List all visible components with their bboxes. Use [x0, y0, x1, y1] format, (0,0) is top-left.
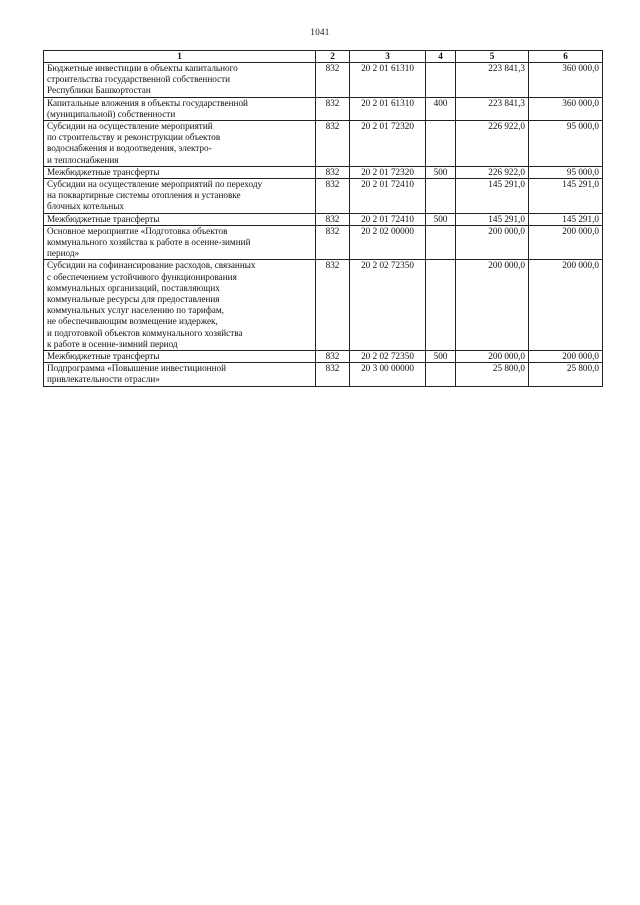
column-header: 1: [44, 51, 316, 63]
table-row: [44, 63, 603, 98]
amount-year2-cell: 95 000,0: [529, 121, 603, 167]
amount-year1-cell: 223 841,3: [456, 63, 529, 98]
column-header: 2: [316, 51, 350, 63]
expense-name-cell: Субсидии на осуществление мероприятий по переходу на поквартирные системы отопления и установке блочных котельных: [44, 179, 316, 214]
amount-year1-cell: 200 000,0: [456, 260, 529, 351]
table-row: [44, 121, 603, 167]
target-article-cell: 20 2 02 72350: [350, 260, 426, 351]
table-row: [44, 166, 603, 178]
expense-name-cell: Межбюджетные трансферты: [44, 351, 316, 363]
department-code-cell: 832: [316, 97, 350, 120]
table-row: [44, 363, 603, 386]
amount-year2-cell: 25 800,0: [529, 363, 603, 386]
expense-type-cell: [426, 225, 456, 260]
column-header: 4: [426, 51, 456, 63]
target-article-cell: 20 2 01 72320: [350, 166, 426, 178]
expense-name-cell: Капитальные вложения в объекты государственной (муниципальной) собственности: [44, 97, 316, 120]
expense-type-cell: [426, 179, 456, 214]
table-row: [44, 213, 603, 225]
amount-year1-cell: 226 922,0: [456, 121, 529, 167]
table-row: [44, 225, 603, 260]
column-header: 6: [529, 51, 603, 63]
amount-year1-cell: 200 000,0: [456, 225, 529, 260]
amount-year1-cell: 145 291,0: [456, 213, 529, 225]
expense-name-cell: Субсидии на осуществление мероприятий по строительству и реконструкции объектов водоснабжения и водоотведения, электро- и теплоснабжения: [44, 121, 316, 167]
target-article-cell: 20 2 02 00000: [350, 225, 426, 260]
target-article-cell: 20 3 00 00000: [350, 363, 426, 386]
target-article-cell: 20 2 01 61310: [350, 63, 426, 98]
amount-year2-cell: 145 291,0: [529, 213, 603, 225]
amount-year2-cell: 360 000,0: [529, 63, 603, 98]
table-row: [44, 97, 603, 120]
department-code-cell: 832: [316, 260, 350, 351]
department-code-cell: 832: [316, 351, 350, 363]
target-article-cell: 20 2 01 72410: [350, 213, 426, 225]
expense-type-cell: 500: [426, 166, 456, 178]
column-header: 3: [350, 51, 426, 63]
department-code-cell: 832: [316, 225, 350, 260]
expense-type-cell: [426, 260, 456, 351]
expense-name-cell: Субсидии на софинансирование расходов, связанных с обеспечением устойчивого функционирования коммунальных организаций, поставляющих коммунальные ресурсы для предоставления коммунальных услуг населению по тарифам, не обеспечивающим возмещение издержек, и подготовкой объектов коммунального хозяйства к работе в осенне-зимний период: [44, 260, 316, 351]
amount-year1-cell: 200 000,0: [456, 351, 529, 363]
expense-type-cell: 400: [426, 97, 456, 120]
expense-name-cell: Основное мероприятие «Подготовка объектов коммунального хозяйства к работе в осенне-зимний период»: [44, 225, 316, 260]
page-number: 1041: [310, 27, 330, 37]
department-code-cell: 832: [316, 63, 350, 98]
expense-name-cell: Бюджетные инвестиции в объекты капитального строительства государственной собственности Республики Башкортостан: [44, 63, 316, 98]
expense-type-cell: [426, 363, 456, 386]
target-article-cell: 20 2 01 72320: [350, 121, 426, 167]
amount-year2-cell: 200 000,0: [529, 225, 603, 260]
expense-name-cell: Межбюджетные трансферты: [44, 166, 316, 178]
target-article-cell: 20 2 02 72350: [350, 351, 426, 363]
target-article-cell: 20 2 01 61310: [350, 97, 426, 120]
column-header: 5: [456, 51, 529, 63]
amount-year1-cell: 145 291,0: [456, 179, 529, 214]
amount-year2-cell: 95 000,0: [529, 166, 603, 178]
department-code-cell: 832: [316, 363, 350, 386]
amount-year2-cell: 145 291,0: [529, 179, 603, 214]
amount-year1-cell: 226 922,0: [456, 166, 529, 178]
expense-type-cell: 500: [426, 213, 456, 225]
amount-year2-cell: 360 000,0: [529, 97, 603, 120]
department-code-cell: 832: [316, 166, 350, 178]
department-code-cell: 832: [316, 121, 350, 167]
header-row: [44, 51, 603, 63]
target-article-cell: 20 2 01 72410: [350, 179, 426, 214]
amount-year1-cell: 223 841,3: [456, 97, 529, 120]
amount-year2-cell: 200 000,0: [529, 351, 603, 363]
amount-year1-cell: 25 800,0: [456, 363, 529, 386]
department-code-cell: 832: [316, 213, 350, 225]
amount-year2-cell: 200 000,0: [529, 260, 603, 351]
expense-type-cell: [426, 121, 456, 167]
department-code-cell: 832: [316, 179, 350, 214]
expense-name-cell: Межбюджетные трансферты: [44, 213, 316, 225]
table-row: [44, 260, 603, 351]
table-row: [44, 351, 603, 363]
table-row: [44, 179, 603, 214]
budget-table: [43, 50, 603, 387]
expense-type-cell: 500: [426, 351, 456, 363]
expense-type-cell: [426, 63, 456, 98]
expense-name-cell: Подпрограмма «Повышение инвестиционной привлекательности отрасли»: [44, 363, 316, 386]
